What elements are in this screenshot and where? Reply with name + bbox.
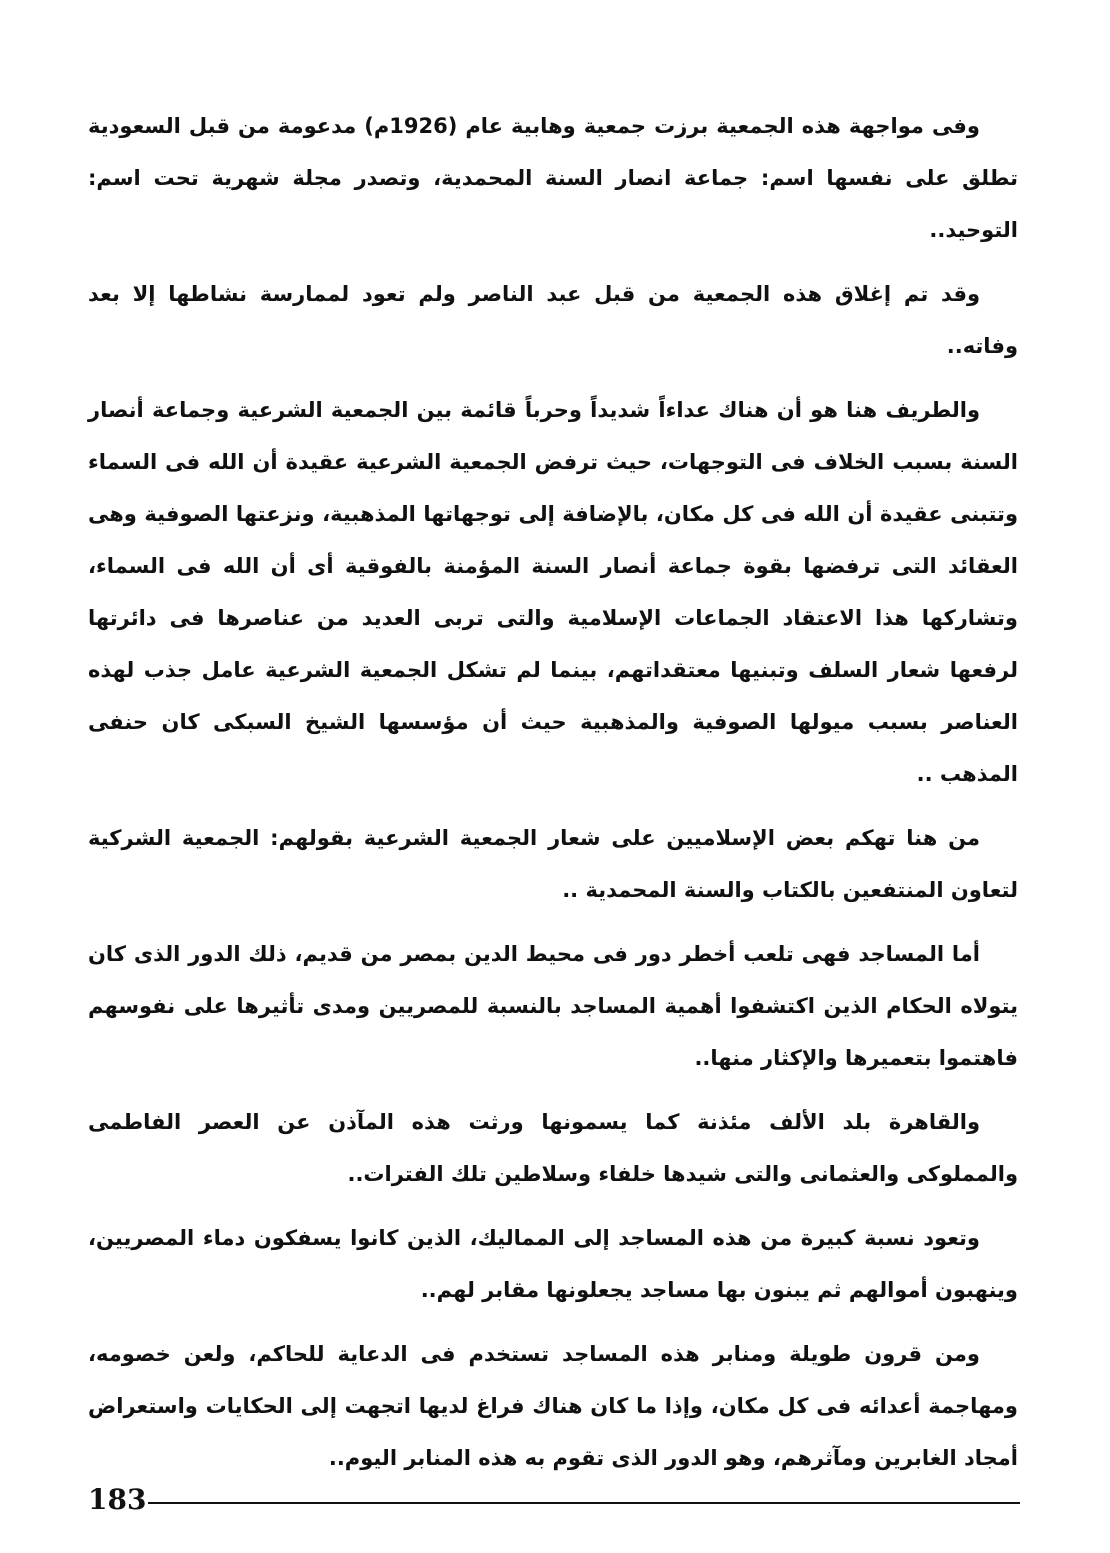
paragraph-8: ومن قرون طويلة ومنابر هذه المساجد تستخدم فى الدعاية للحاكم، ولعن خصومه، ومهاجمة أعدائه فى كل مكان، وإذا ما كان هناك فراغ لديها اتجهت إلى الحكايات واستعراض أمجاد الغابرين ومآثرهم، وهو الدور الذى تقوم به هذه المنابر اليوم.. (88, 1342, 1018, 1470)
paragraph-1: وفى مواجهة هذه الجمعية برزت جمعية وهابية عام (1926م) مدعومة من قبل السعودية تطلق على نفسها اسم: جماعة انصار السنة المحمدية، وتصدر مجلة شهرية تحت اسم: التوحيد.. (88, 114, 1018, 242)
page-footer (88, 1480, 1020, 1520)
paragraph-4: من هنا تهكم بعض الإسلاميين على شعار الجمعية الشرعية بقولهم: الجمعية الشركية لتعاون المنتفعين بالكتاب والسنة المحمدية .. (88, 826, 1018, 902)
paragraph-2: وقد تم إغلاق هذه الجمعية من قبل عبد الناصر ولم تعود لممارسة نشاطها إلا بعد وفاته.. (88, 282, 1018, 358)
body-text (88, 100, 1018, 1496)
paragraph-7: وتعود نسبة كبيرة من هذه المساجد إلى المماليك، الذين كانوا يسفكون دماء المصريين، وينهبون أموالهم ثم يبنون بها مساجد يجعلونها مقابر لهم.. (88, 1226, 1018, 1302)
footer-divider (148, 1502, 1020, 1504)
paragraph-5: أما المساجد فهى تلعب أخطر دور فى محيط الدين بمصر من قديم، ذلك الدور الذى كان يتولاه الحكام الذين اكتشفوا أهمية المساجد بالنسبة للمصريين ومدى تأثيرها على نفوسهم فاهتموا بتعميرها والإكثار منها.. (88, 942, 1018, 1070)
page-number: 183 (88, 1483, 147, 1516)
paragraph-6: والقاهرة بلد الألف مئذنة كما يسمونها ورثت هذه المآذن عن العصر الفاطمى والمملوكى والعثمانى والتى شيدها خلفاء وسلاطين تلك الفترات.. (88, 1110, 1018, 1186)
paragraph-3: والطريف هنا هو أن هناك عداءاً شديداً وحرباً قائمة بين الجمعية الشرعية وجماعة أنصار السنة بسبب الخلاف فى التوجهات، حيث ترفض الجمعية الشرعية عقيدة أن الله فى السماء وتتبنى عقيدة أن الله فى كل مكان، بالإضافة إلى توجهاتها المذهبية، ونزعتها الصوفية وهى العقائد التى ترفضها بقوة جماعة أنصار السنة المؤمنة بالفوقية أى أن الله فى السماء، وتشاركها هذا الاعتقاد الجماعات الإسلامية والتى تربى العديد من عناصرها فى دائرتها لرفعها شعار السلف وتبنيها معتقداتهم، بينما لم تشكل الجمعية الشرعية عامل جذب لهذه العناصر بسبب ميولها الصوفية والمذهبية حيث أن مؤسسها الشيخ السبكى كان حنفى المذهب .. (88, 398, 1018, 786)
